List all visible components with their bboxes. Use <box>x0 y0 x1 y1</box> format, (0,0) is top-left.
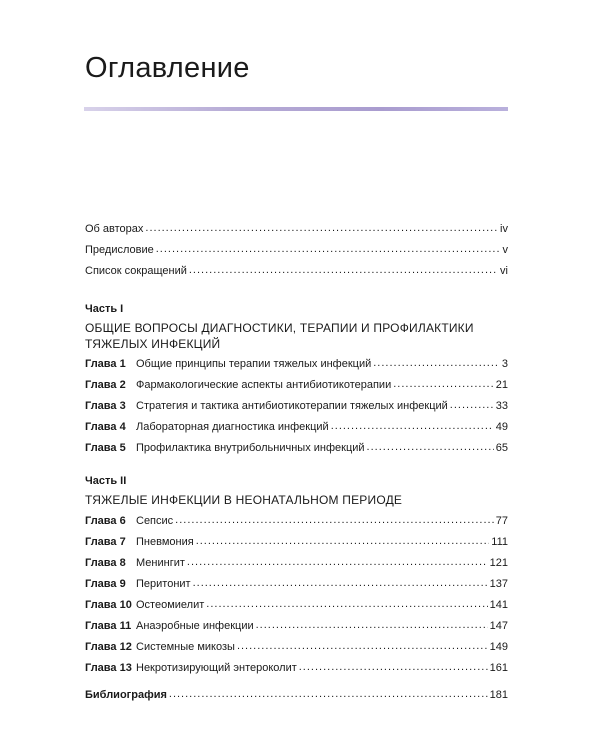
entry-page: 161 <box>489 662 508 674</box>
toc-entry-chapter-10[interactable] <box>85 598 508 612</box>
dot-leader <box>187 555 488 569</box>
toc-entry-abbreviations[interactable] <box>85 264 508 278</box>
toc-entry-chapter-4[interactable] <box>85 420 508 434</box>
dot-leader <box>196 534 490 548</box>
entry-page: 3 <box>501 358 508 370</box>
chapter-label: Глава 13 <box>85 662 132 674</box>
toc-entry-chapter-5[interactable] <box>85 441 508 455</box>
entry-title: Сепсис <box>136 515 174 527</box>
entry-title: Системные микозы <box>136 641 235 653</box>
entry-page: 137 <box>489 578 508 590</box>
entry-page: 77 <box>495 515 508 527</box>
entry-page: iv <box>500 223 508 235</box>
part-2-label: Часть II <box>85 475 127 487</box>
toc-entry-about-authors[interactable] <box>85 222 508 236</box>
dot-leader <box>193 576 488 590</box>
entry-page: 49 <box>495 421 508 433</box>
toc-entry-chapter-6[interactable] <box>85 514 508 528</box>
entry-title: Перитонит <box>136 578 191 590</box>
entry-page: 65 <box>495 442 508 454</box>
entry-title: Общие принципы терапии тяжелых инфекций <box>136 358 372 370</box>
entry-title: Анаэробные инфекции <box>136 620 254 632</box>
entry-title: Остеомиелит <box>136 599 205 611</box>
chapter-label: Глава 6 <box>85 515 126 527</box>
dot-leader <box>367 440 494 454</box>
toc-entry-chapter-11[interactable] <box>85 619 508 633</box>
dot-leader <box>393 377 494 391</box>
part-1-label: Часть I <box>85 303 124 315</box>
entry-page: 141 <box>489 599 508 611</box>
toc-entry-chapter-13[interactable] <box>85 661 508 675</box>
dot-leader <box>331 419 494 433</box>
toc-entry-chapter-2[interactable] <box>85 378 508 392</box>
entry-page: 33 <box>495 400 508 412</box>
toc-entry-preface[interactable] <box>85 243 508 257</box>
chapter-label: Глава 2 <box>85 379 126 391</box>
toc-entry-chapter-9[interactable] <box>85 577 508 591</box>
dot-leader <box>156 242 501 256</box>
chapter-label: Глава 4 <box>85 421 126 433</box>
entry-title: Менингит <box>136 557 185 569</box>
entry-title: Об авторах <box>85 223 144 235</box>
dot-leader <box>169 687 488 701</box>
entry-title: Лабораторная диагностика инфекций <box>136 421 329 433</box>
entry-page: 121 <box>489 557 508 569</box>
chapter-label: Глава 11 <box>85 620 132 632</box>
toc-entry-chapter-3[interactable] <box>85 399 508 413</box>
entry-page: 21 <box>495 379 508 391</box>
entry-page: 147 <box>489 620 508 632</box>
entry-title: Стратегия и тактика антибиотикотерапии тяжелых инфекций <box>136 400 448 412</box>
entry-title: Список сокращений <box>85 265 187 277</box>
toc-entry-chapter-1[interactable] <box>85 357 508 371</box>
chapter-label: Глава 5 <box>85 442 126 454</box>
dot-leader <box>189 263 498 277</box>
chapter-label: Глава 9 <box>85 578 126 590</box>
dot-leader <box>373 356 500 370</box>
entry-page: 111 <box>491 536 508 548</box>
dot-leader <box>206 597 487 611</box>
chapter-label: Глава 7 <box>85 536 126 548</box>
dot-leader <box>299 660 488 674</box>
entry-title: Библиография <box>85 689 167 701</box>
page-title: Оглавление <box>85 52 250 84</box>
entry-page: vi <box>500 265 508 277</box>
chapter-label: Глава 8 <box>85 557 126 569</box>
chapter-label: Глава 3 <box>85 400 126 412</box>
toc-entry-chapter-7[interactable] <box>85 535 508 549</box>
toc-entry-chapter-12[interactable] <box>85 640 508 654</box>
part-2-title: ТЯЖЕЛЫЕ ИНФЕКЦИИ В НЕОНАТАЛЬНОМ ПЕРИОДЕ <box>85 493 403 507</box>
entry-page: v <box>502 244 508 256</box>
part-1-title: ОБЩИЕ ВОПРОСЫ ДИАГНОСТИКИ, ТЕРАПИИ И ПРОФИЛАКТИКИ ТЯЖЕЛЫХ ИНФЕКЦИЙ <box>85 321 474 351</box>
entry-page: 181 <box>489 689 508 701</box>
entry-title: Некротизирующий энтероколит <box>136 662 297 674</box>
chapter-label: Глава 10 <box>85 599 132 611</box>
dot-leader <box>237 639 488 653</box>
title-underline <box>84 107 508 111</box>
toc-entry-bibliography[interactable] <box>85 688 508 702</box>
entry-title: Предисловие <box>85 244 154 256</box>
entry-title: Пневмония <box>136 536 194 548</box>
entry-title: Фармакологические аспекты антибиотикотерапии <box>136 379 392 391</box>
chapter-label: Глава 12 <box>85 641 132 653</box>
dot-leader <box>175 513 494 527</box>
chapter-label: Глава 1 <box>85 358 126 370</box>
dot-leader <box>256 618 488 632</box>
dot-leader <box>145 221 498 235</box>
entry-page: 149 <box>489 641 508 653</box>
toc-entry-chapter-8[interactable] <box>85 556 508 570</box>
entry-title: Профилактика внутрибольничных инфекций <box>136 442 365 454</box>
dot-leader <box>450 398 494 412</box>
